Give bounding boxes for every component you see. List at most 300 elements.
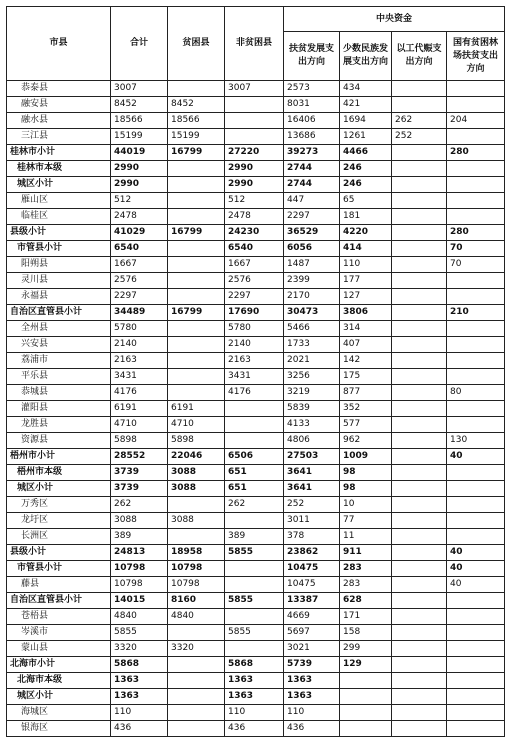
row-total-cell: 3739 xyxy=(111,481,168,497)
row-forest-farm-cell xyxy=(447,593,505,609)
row-work-relief-cell xyxy=(392,145,447,161)
row-poverty-dev-cell: 4133 xyxy=(284,417,340,433)
row-poverty-dev-cell: 2170 xyxy=(284,289,340,305)
row-poverty-dev-cell: 5466 xyxy=(284,321,340,337)
row-minority-dev-cell: 171 xyxy=(340,609,392,625)
row-poverty-dev-cell: 2573 xyxy=(284,81,340,97)
table-row xyxy=(7,609,505,625)
row-poverty-dev-cell: 1487 xyxy=(284,257,340,273)
row-county-name: 蒙山县 xyxy=(7,641,111,657)
row-poor-cell xyxy=(168,657,225,673)
table-row xyxy=(7,177,505,193)
row-nonpoor-cell xyxy=(225,641,284,657)
row-total-cell: 512 xyxy=(111,193,168,209)
row-total-cell: 10798 xyxy=(111,561,168,577)
row-minority-dev-cell: 4466 xyxy=(340,145,392,161)
row-nonpoor-cell xyxy=(225,513,284,529)
table-row xyxy=(7,465,505,481)
row-total-cell: 4840 xyxy=(111,609,168,625)
row-county-name: 岑溪市 xyxy=(7,625,111,641)
row-work-relief-cell xyxy=(392,625,447,641)
row-minority-dev-cell: 314 xyxy=(340,321,392,337)
row-minority-dev-cell: 577 xyxy=(340,417,392,433)
row-forest-farm-cell xyxy=(447,721,505,737)
row-minority-dev-cell: 10 xyxy=(340,497,392,513)
row-total-cell: 2163 xyxy=(111,353,168,369)
row-county-name: 长洲区 xyxy=(7,529,111,545)
row-poverty-dev-cell: 4806 xyxy=(284,433,340,449)
row-nonpoor-cell: 2990 xyxy=(225,161,284,177)
row-county-name: 恭城县 xyxy=(7,385,111,401)
row-poverty-dev-cell: 36529 xyxy=(284,225,340,241)
row-poverty-dev-cell: 5739 xyxy=(284,657,340,673)
row-work-relief-cell xyxy=(392,513,447,529)
row-county-name: 北海市本级 xyxy=(7,673,111,689)
table-row xyxy=(7,81,505,97)
row-minority-dev-cell: 129 xyxy=(340,657,392,673)
header-county: 市县 xyxy=(7,7,111,81)
row-minority-dev-cell: 98 xyxy=(340,465,392,481)
row-nonpoor-cell: 6506 xyxy=(225,449,284,465)
row-total-cell: 24813 xyxy=(111,545,168,561)
row-forest-farm-cell xyxy=(447,129,505,145)
row-poor-cell xyxy=(168,705,225,721)
row-total-cell: 44019 xyxy=(111,145,168,161)
row-poverty-dev-cell: 2744 xyxy=(284,177,340,193)
row-poor-cell xyxy=(168,369,225,385)
header-minority-dev: 少数民族发展支出方向 xyxy=(340,32,392,81)
row-nonpoor-cell xyxy=(225,129,284,145)
row-nonpoor-cell: 1363 xyxy=(225,689,284,705)
row-forest-farm-cell xyxy=(447,705,505,721)
row-forest-farm-cell: 80 xyxy=(447,385,505,401)
row-work-relief-cell xyxy=(392,609,447,625)
row-forest-farm-cell xyxy=(447,177,505,193)
table-row xyxy=(7,401,505,417)
funding-table-container xyxy=(6,6,504,737)
row-poverty-dev-cell: 3256 xyxy=(284,369,340,385)
row-poor-cell: 18958 xyxy=(168,545,225,561)
row-work-relief-cell xyxy=(392,241,447,257)
row-minority-dev-cell: 77 xyxy=(340,513,392,529)
row-forest-farm-cell xyxy=(447,497,505,513)
row-county-name: 临桂区 xyxy=(7,209,111,225)
row-work-relief-cell xyxy=(392,657,447,673)
row-total-cell: 2478 xyxy=(111,209,168,225)
row-work-relief-cell xyxy=(392,689,447,705)
table-row xyxy=(7,161,505,177)
table-row xyxy=(7,321,505,337)
row-work-relief-cell xyxy=(392,641,447,657)
row-total-cell: 41029 xyxy=(111,225,168,241)
row-work-relief-cell xyxy=(392,545,447,561)
row-minority-dev-cell: 628 xyxy=(340,593,392,609)
row-nonpoor-cell: 1667 xyxy=(225,257,284,273)
row-poor-cell: 5898 xyxy=(168,433,225,449)
row-total-cell: 1667 xyxy=(111,257,168,273)
row-nonpoor-cell: 5868 xyxy=(225,657,284,673)
row-poverty-dev-cell: 3011 xyxy=(284,513,340,529)
row-minority-dev-cell: 4220 xyxy=(340,225,392,241)
table-row xyxy=(7,257,505,273)
row-poverty-dev-cell: 5697 xyxy=(284,625,340,641)
row-work-relief-cell xyxy=(392,81,447,97)
row-nonpoor-cell: 4176 xyxy=(225,385,284,401)
row-poor-cell xyxy=(168,337,225,353)
row-forest-farm-cell xyxy=(447,401,505,417)
row-work-relief-cell xyxy=(392,497,447,513)
row-county-name: 平乐县 xyxy=(7,369,111,385)
row-nonpoor-cell: 2478 xyxy=(225,209,284,225)
row-total-cell: 2576 xyxy=(111,273,168,289)
row-forest-farm-cell: 40 xyxy=(447,449,505,465)
row-total-cell: 6191 xyxy=(111,401,168,417)
row-poverty-dev-cell: 6056 xyxy=(284,241,340,257)
row-total-cell: 2990 xyxy=(111,177,168,193)
row-poverty-dev-cell: 10475 xyxy=(284,561,340,577)
row-total-cell: 3431 xyxy=(111,369,168,385)
table-row xyxy=(7,433,505,449)
row-minority-dev-cell: 175 xyxy=(340,369,392,385)
row-poverty-dev-cell: 13387 xyxy=(284,593,340,609)
row-county-name: 自治区直管县小计 xyxy=(7,305,111,321)
row-poverty-dev-cell: 436 xyxy=(284,721,340,737)
row-county-name: 融水县 xyxy=(7,113,111,129)
row-poor-cell xyxy=(168,321,225,337)
row-minority-dev-cell: 414 xyxy=(340,241,392,257)
row-nonpoor-cell: 2990 xyxy=(225,177,284,193)
row-poverty-dev-cell: 30473 xyxy=(284,305,340,321)
row-minority-dev-cell xyxy=(340,721,392,737)
row-forest-farm-cell xyxy=(447,657,505,673)
row-total-cell: 2140 xyxy=(111,337,168,353)
row-nonpoor-cell: 5855 xyxy=(225,625,284,641)
row-nonpoor-cell xyxy=(225,609,284,625)
table-row xyxy=(7,673,505,689)
table-row xyxy=(7,625,505,641)
row-minority-dev-cell: 877 xyxy=(340,385,392,401)
row-poor-cell xyxy=(168,673,225,689)
row-total-cell: 15199 xyxy=(111,129,168,145)
row-minority-dev-cell: 1261 xyxy=(340,129,392,145)
row-county-name: 苍梧县 xyxy=(7,609,111,625)
row-county-name: 县级小计 xyxy=(7,225,111,241)
table-body xyxy=(7,81,505,737)
row-total-cell: 3739 xyxy=(111,465,168,481)
table-row xyxy=(7,305,505,321)
row-poor-cell: 3088 xyxy=(168,513,225,529)
row-poverty-dev-cell: 27503 xyxy=(284,449,340,465)
row-total-cell: 4176 xyxy=(111,385,168,401)
row-forest-farm-cell xyxy=(447,273,505,289)
row-minority-dev-cell: 352 xyxy=(340,401,392,417)
row-county-name: 全州县 xyxy=(7,321,111,337)
row-work-relief-cell xyxy=(392,225,447,241)
row-nonpoor-cell: 6540 xyxy=(225,241,284,257)
row-total-cell: 389 xyxy=(111,529,168,545)
row-nonpoor-cell: 5855 xyxy=(225,545,284,561)
row-minority-dev-cell: 177 xyxy=(340,273,392,289)
row-total-cell: 3007 xyxy=(111,81,168,97)
row-forest-farm-cell xyxy=(447,465,505,481)
row-forest-farm-cell xyxy=(447,337,505,353)
row-work-relief-cell xyxy=(392,577,447,593)
row-total-cell: 34489 xyxy=(111,305,168,321)
row-work-relief-cell xyxy=(392,177,447,193)
row-nonpoor-cell: 262 xyxy=(225,497,284,513)
row-poverty-dev-cell: 3219 xyxy=(284,385,340,401)
header-poverty-dev: 扶贫发展支出方向 xyxy=(284,32,340,81)
row-work-relief-cell xyxy=(392,417,447,433)
row-county-name: 银海区 xyxy=(7,721,111,737)
row-minority-dev-cell: 142 xyxy=(340,353,392,369)
row-work-relief-cell xyxy=(392,385,447,401)
row-poor-cell: 3088 xyxy=(168,465,225,481)
row-poor-cell: 3088 xyxy=(168,481,225,497)
row-forest-farm-cell xyxy=(447,673,505,689)
row-forest-farm-cell: 280 xyxy=(447,225,505,241)
row-poor-cell xyxy=(168,161,225,177)
row-poor-cell xyxy=(168,209,225,225)
row-nonpoor-cell xyxy=(225,577,284,593)
row-county-name: 县级小计 xyxy=(7,545,111,561)
row-poverty-dev-cell: 2399 xyxy=(284,273,340,289)
row-county-name: 灵川县 xyxy=(7,273,111,289)
row-county-name: 灌阳县 xyxy=(7,401,111,417)
table-row xyxy=(7,417,505,433)
row-nonpoor-cell: 651 xyxy=(225,481,284,497)
row-poor-cell: 4840 xyxy=(168,609,225,625)
funding-table xyxy=(6,6,505,737)
row-poverty-dev-cell: 3641 xyxy=(284,481,340,497)
row-work-relief-cell xyxy=(392,337,447,353)
header-poor-county: 贫困县 xyxy=(168,7,225,81)
row-forest-farm-cell: 130 xyxy=(447,433,505,449)
row-minority-dev-cell: 434 xyxy=(340,81,392,97)
row-forest-farm-cell: 204 xyxy=(447,113,505,129)
row-forest-farm-cell xyxy=(447,289,505,305)
header-total: 合计 xyxy=(111,7,168,81)
row-minority-dev-cell: 158 xyxy=(340,625,392,641)
row-minority-dev-cell: 246 xyxy=(340,177,392,193)
row-minority-dev-cell xyxy=(340,705,392,721)
table-row xyxy=(7,113,505,129)
row-total-cell: 28552 xyxy=(111,449,168,465)
table-row xyxy=(7,369,505,385)
row-minority-dev-cell: 11 xyxy=(340,529,392,545)
row-poverty-dev-cell: 4669 xyxy=(284,609,340,625)
row-total-cell: 2297 xyxy=(111,289,168,305)
row-total-cell: 110 xyxy=(111,705,168,721)
row-work-relief-cell xyxy=(392,721,447,737)
row-forest-farm-cell xyxy=(447,481,505,497)
row-nonpoor-cell: 436 xyxy=(225,721,284,737)
table-row xyxy=(7,657,505,673)
row-county-name: 市管县小计 xyxy=(7,241,111,257)
row-work-relief-cell: 252 xyxy=(392,129,447,145)
row-forest-farm-cell: 70 xyxy=(447,257,505,273)
row-nonpoor-cell: 5780 xyxy=(225,321,284,337)
row-county-name: 梧州市小计 xyxy=(7,449,111,465)
row-work-relief-cell xyxy=(392,193,447,209)
row-nonpoor-cell: 2140 xyxy=(225,337,284,353)
row-minority-dev-cell: 127 xyxy=(340,289,392,305)
row-poor-cell: 3320 xyxy=(168,641,225,657)
row-poor-cell: 16799 xyxy=(168,145,225,161)
row-poor-cell: 16799 xyxy=(168,305,225,321)
table-row xyxy=(7,593,505,609)
table-row xyxy=(7,353,505,369)
row-forest-farm-cell: 280 xyxy=(447,145,505,161)
row-poverty-dev-cell: 252 xyxy=(284,497,340,513)
row-county-name: 雁山区 xyxy=(7,193,111,209)
row-poor-cell: 10798 xyxy=(168,577,225,593)
row-total-cell: 10798 xyxy=(111,577,168,593)
table-row xyxy=(7,449,505,465)
row-total-cell: 14015 xyxy=(111,593,168,609)
row-forest-farm-cell xyxy=(447,369,505,385)
row-nonpoor-cell: 5855 xyxy=(225,593,284,609)
row-nonpoor-cell: 1363 xyxy=(225,673,284,689)
row-poor-cell xyxy=(168,497,225,513)
row-county-name: 万秀区 xyxy=(7,497,111,513)
row-work-relief-cell xyxy=(392,673,447,689)
row-work-relief-cell xyxy=(392,257,447,273)
row-poor-cell: 10798 xyxy=(168,561,225,577)
row-total-cell: 18566 xyxy=(111,113,168,129)
row-poverty-dev-cell: 39273 xyxy=(284,145,340,161)
row-county-name: 资源县 xyxy=(7,433,111,449)
row-poverty-dev-cell: 3641 xyxy=(284,465,340,481)
table-row xyxy=(7,705,505,721)
row-poor-cell xyxy=(168,353,225,369)
row-nonpoor-cell: 651 xyxy=(225,465,284,481)
row-poor-cell xyxy=(168,241,225,257)
row-total-cell: 6540 xyxy=(111,241,168,257)
row-minority-dev-cell: 3806 xyxy=(340,305,392,321)
row-nonpoor-cell: 17690 xyxy=(225,305,284,321)
row-forest-farm-cell xyxy=(447,689,505,705)
row-poverty-dev-cell: 2297 xyxy=(284,209,340,225)
row-county-name: 北海市小计 xyxy=(7,657,111,673)
row-poverty-dev-cell: 5839 xyxy=(284,401,340,417)
row-poverty-dev-cell: 2021 xyxy=(284,353,340,369)
row-total-cell: 436 xyxy=(111,721,168,737)
table-row xyxy=(7,577,505,593)
row-county-name: 城区小计 xyxy=(7,689,111,705)
row-minority-dev-cell: 181 xyxy=(340,209,392,225)
row-poor-cell: 16799 xyxy=(168,225,225,241)
row-total-cell: 1363 xyxy=(111,689,168,705)
row-work-relief-cell xyxy=(392,353,447,369)
row-poverty-dev-cell: 1733 xyxy=(284,337,340,353)
row-work-relief-cell xyxy=(392,321,447,337)
table-row xyxy=(7,129,505,145)
table-row xyxy=(7,545,505,561)
row-minority-dev-cell: 421 xyxy=(340,97,392,113)
row-work-relief-cell xyxy=(392,401,447,417)
table-row xyxy=(7,193,505,209)
row-total-cell: 5868 xyxy=(111,657,168,673)
row-forest-farm-cell: 40 xyxy=(447,577,505,593)
row-nonpoor-cell xyxy=(225,113,284,129)
row-work-relief-cell xyxy=(392,593,447,609)
table-row xyxy=(7,337,505,353)
row-forest-farm-cell xyxy=(447,417,505,433)
row-minority-dev-cell xyxy=(340,689,392,705)
row-minority-dev-cell: 1694 xyxy=(340,113,392,129)
row-county-name: 藤县 xyxy=(7,577,111,593)
row-county-name: 海城区 xyxy=(7,705,111,721)
row-forest-farm-cell xyxy=(447,97,505,113)
table-header xyxy=(7,7,505,81)
row-poor-cell xyxy=(168,273,225,289)
table-row xyxy=(7,689,505,705)
row-forest-farm-cell xyxy=(447,81,505,97)
row-forest-farm-cell xyxy=(447,321,505,337)
table-row xyxy=(7,385,505,401)
row-forest-farm-cell xyxy=(447,193,505,209)
row-poor-cell: 22046 xyxy=(168,449,225,465)
header-nonpoor-county: 非贫困县 xyxy=(225,7,284,81)
row-forest-farm-cell xyxy=(447,513,505,529)
row-work-relief-cell xyxy=(392,209,447,225)
row-total-cell: 262 xyxy=(111,497,168,513)
row-poor-cell xyxy=(168,625,225,641)
row-poverty-dev-cell: 3021 xyxy=(284,641,340,657)
row-work-relief-cell xyxy=(392,705,447,721)
row-poverty-dev-cell: 10475 xyxy=(284,577,340,593)
row-nonpoor-cell: 110 xyxy=(225,705,284,721)
row-work-relief-cell xyxy=(392,465,447,481)
row-work-relief-cell xyxy=(392,529,447,545)
row-poor-cell xyxy=(168,257,225,273)
row-forest-farm-cell: 40 xyxy=(447,561,505,577)
row-total-cell: 3320 xyxy=(111,641,168,657)
row-minority-dev-cell xyxy=(340,673,392,689)
row-poor-cell xyxy=(168,721,225,737)
row-forest-farm-cell xyxy=(447,161,505,177)
row-minority-dev-cell: 407 xyxy=(340,337,392,353)
row-poverty-dev-cell: 1363 xyxy=(284,673,340,689)
row-county-name: 恭泰县 xyxy=(7,81,111,97)
row-nonpoor-cell: 389 xyxy=(225,529,284,545)
row-forest-farm-cell xyxy=(447,353,505,369)
row-nonpoor-cell xyxy=(225,417,284,433)
row-work-relief-cell xyxy=(392,561,447,577)
row-minority-dev-cell: 283 xyxy=(340,561,392,577)
table-row xyxy=(7,289,505,305)
row-poverty-dev-cell: 447 xyxy=(284,193,340,209)
row-forest-farm-cell: 210 xyxy=(447,305,505,321)
row-county-name: 桂林市本级 xyxy=(7,161,111,177)
row-poor-cell xyxy=(168,177,225,193)
row-poor-cell: 8452 xyxy=(168,97,225,113)
row-poverty-dev-cell: 2744 xyxy=(284,161,340,177)
row-minority-dev-cell: 911 xyxy=(340,545,392,561)
table-row xyxy=(7,145,505,161)
row-poor-cell xyxy=(168,385,225,401)
row-nonpoor-cell: 512 xyxy=(225,193,284,209)
row-minority-dev-cell: 283 xyxy=(340,577,392,593)
row-minority-dev-cell: 110 xyxy=(340,257,392,273)
row-work-relief-cell xyxy=(392,433,447,449)
row-poverty-dev-cell: 16406 xyxy=(284,113,340,129)
row-total-cell: 8452 xyxy=(111,97,168,113)
row-poor-cell: 18566 xyxy=(168,113,225,129)
row-nonpoor-cell: 24230 xyxy=(225,225,284,241)
row-poor-cell: 4710 xyxy=(168,417,225,433)
